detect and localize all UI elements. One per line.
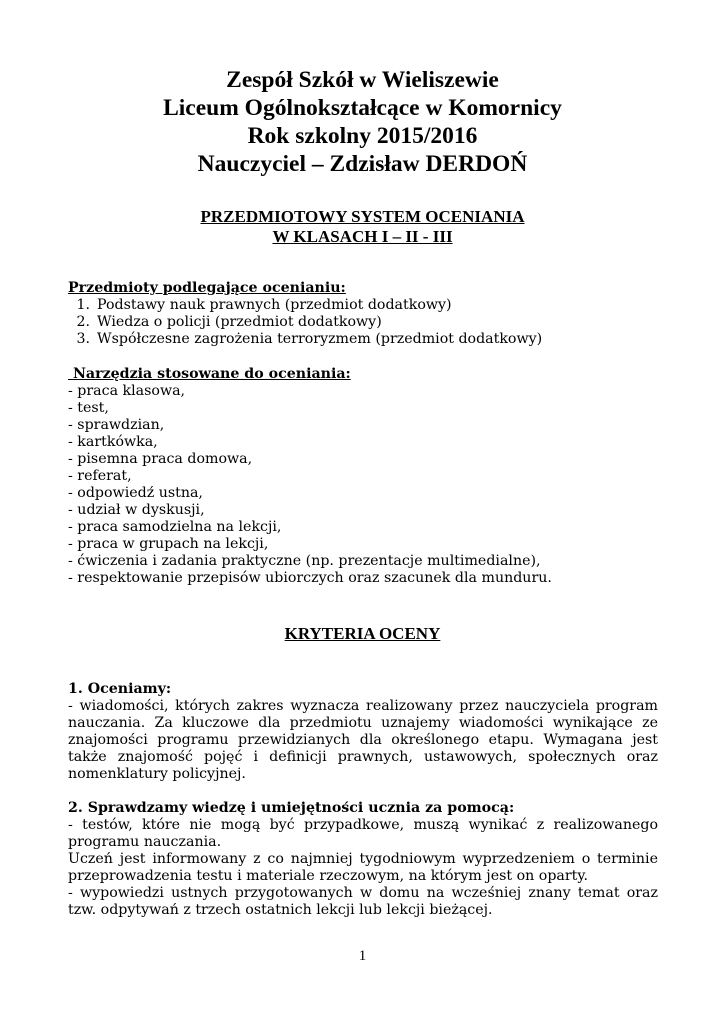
criteria-title: KRYTERIA OCENY: [284, 624, 441, 643]
page-number: 1: [358, 948, 367, 964]
subject-item-text: Podstawy nauk prawnych (przedmiot dodatkowy): [97, 297, 452, 313]
tool-item: - udział w dyskusji,: [68, 502, 205, 518]
tool-item: - respektowanie przepisów ubiorczych oraz szacunek dla munduru.: [68, 570, 552, 586]
tools-heading: Narzędzia stosowane do oceniania:: [68, 366, 351, 382]
tool-item: - test,: [68, 400, 109, 416]
teacher-title: Nauczyciel – Zdzisław DERDOŃ: [197, 151, 528, 177]
tool-item: - praca samodzielna na lekcji,: [68, 519, 282, 535]
criteria-section2-line: tzw. odpytywań z trzech ostatnich lekcji lub lekcji bieżącej.: [68, 902, 493, 918]
system-title-line2: W KLASACH I – II - III: [272, 227, 453, 246]
tool-item: - pisemna praca domowa,: [68, 451, 253, 467]
tool-item: - odpowiedź ustna,: [68, 485, 203, 501]
criteria-section2-line: - testów, które nie mogą być przypadkowe, muszą wynikać z realizowanego: [68, 817, 658, 833]
subject-item: [68, 297, 658, 314]
criteria-section2-line: programu nauczania.: [68, 834, 222, 850]
subject-item-number: 2.: [76, 314, 90, 330]
tool-item: - referat,: [68, 468, 132, 484]
tool-item: - praca w grupach na lekcji,: [68, 536, 269, 552]
criteria-section2-heading: 2. Sprawdzamy wiedzę i umiejętności ucznia za pomocą:: [68, 800, 515, 816]
criteria-section2-line: przeprowadzenia testu i materiale rzeczowym, na którym jest on oparty.: [68, 868, 588, 884]
tool-item: - praca klasowa,: [68, 383, 186, 399]
tool-item: - kartkówka,: [68, 434, 158, 450]
tool-item: - sprawdzian,: [68, 417, 165, 433]
criteria-section1-heading: 1. Oceniamy:: [68, 681, 172, 697]
subject-item: [68, 331, 658, 348]
criteria-section1-line: znajomości programu przewidzianych dla określonego etapu. Wymagana jest: [68, 732, 658, 748]
subject-item-text: Współczesne zagrożenia terroryzmem (przedmiot dodatkowy): [97, 331, 543, 347]
criteria-section1-line: - wiadomości, których zakres wyznacza realizowany przez nauczyciela program: [68, 698, 658, 714]
subjects-heading: Przedmioty podlegające ocenianiu:: [68, 280, 346, 296]
school-complex-title: Zespół Szkół w Wieliszewie: [226, 67, 499, 93]
school-year-title: Rok szkolny 2015/2016: [247, 123, 478, 149]
criteria-section1-line: nomenklatury policyjnej.: [68, 766, 246, 782]
criteria-section1-line: nauczania. Za kluczowe dla przedmiotu uznajemy wiadomości wynikające ze: [68, 715, 658, 731]
tool-item: - ćwiczenia i zadania praktyczne (np. prezentacje multimedialne),: [68, 553, 541, 569]
subject-item-number: 1.: [76, 297, 90, 313]
criteria-section2-line: - wypowiedzi ustnych przygotowanych w domu na wcześniej znany temat oraz: [68, 885, 658, 901]
criteria-section1-line: także znajomość pojęć i definicji prawnych, ustawowych, społecznych oraz: [68, 749, 658, 765]
subject-item: [68, 314, 658, 331]
criteria-section2-line: Uczeń jest informowany z co najmniej tygodniowym wyprzedzeniem o terminie: [68, 851, 658, 867]
subject-item-text: Wiedza o policji (przedmiot dodatkowy): [97, 314, 382, 330]
school-name-title: Liceum Ogólnokształcące w Komornicy: [163, 95, 562, 121]
system-title-line1: PRZEDMIOTOWY SYSTEM OCENIANIA: [200, 207, 525, 226]
subject-item-number: 3.: [76, 331, 90, 347]
